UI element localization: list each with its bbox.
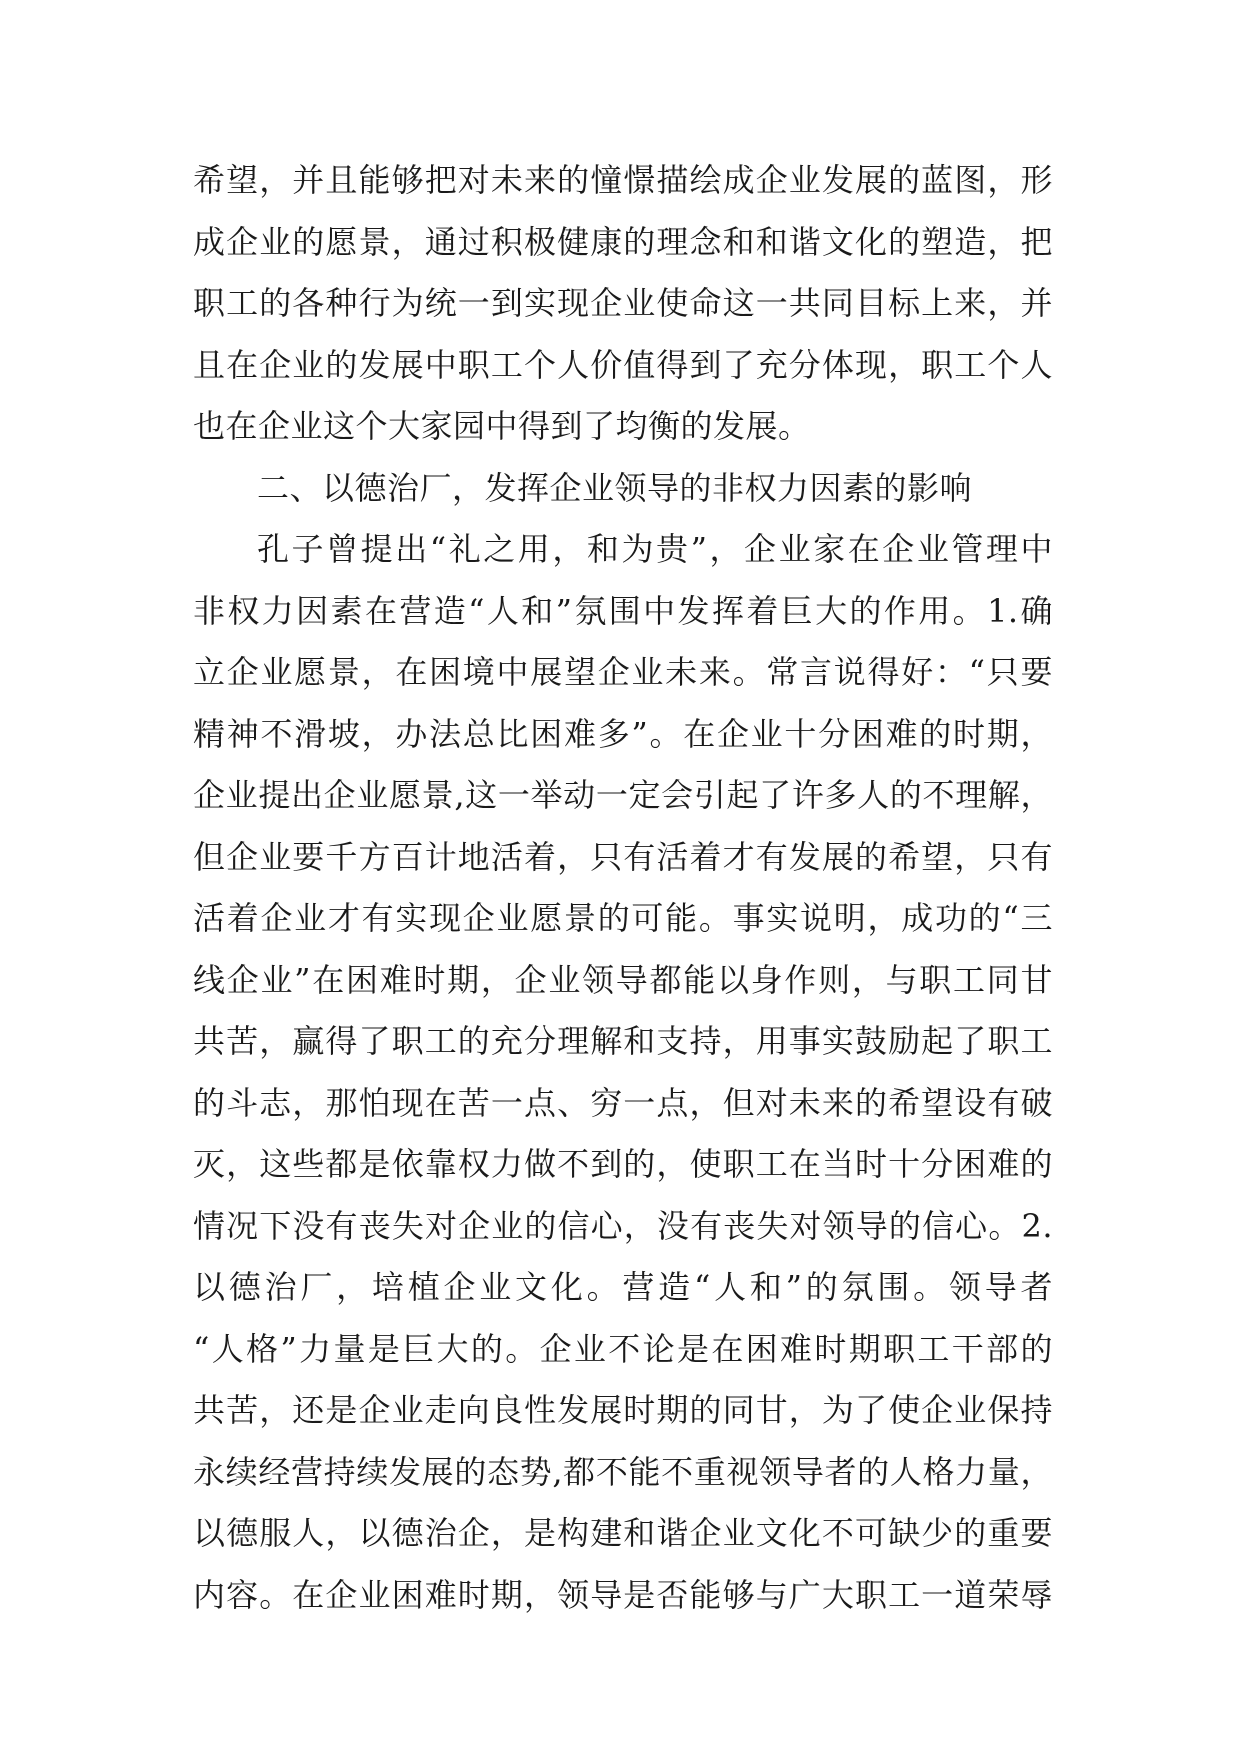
text-line: 职工的各种行为统一到实现企业使命这一共同目标上来，并 xyxy=(193,284,1053,322)
section-heading: 二、以德治厂，发挥企业领导的非权力因素的影响 xyxy=(257,468,973,507)
text-line: “人格”力量是巨大的。企业不论是在困难时期职工干部的 xyxy=(193,1329,1053,1368)
body-text xyxy=(193,150,1053,1626)
text-line: 灭，这些都是依靠权力做不到的，使职工在当时十分困难的 xyxy=(193,1145,1053,1183)
text-line: 永续经营持续发展的态势,都不能不重视领导者的人格力量， xyxy=(193,1452,1053,1491)
text-line: 成企业的愿景，通过积极健康的理念和和谐文化的塑造，把 xyxy=(193,222,1053,261)
text-line: 共苦，赢得了职工的充分理解和支持，用事实鼓励起了职工 xyxy=(193,1022,1053,1060)
text-line: 情况下没有丧失对企业的信心，没有丧失对领导的信心。2. xyxy=(193,1206,1053,1245)
text-line: 精神不滑坡，办法总比困难多”。在企业十分困难的时期， xyxy=(193,714,1053,753)
text-line: 以德治厂，培植企业文化。营造“人和”的氛围。领导者 xyxy=(193,1268,1053,1306)
text-line: 但企业要千方百计地活着，只有活着才有发展的希望，只有 xyxy=(193,837,1053,876)
text-line: 线企业”在困难时期，企业领导都能以身作则，与职工同甘 xyxy=(193,960,1053,999)
text-line: 也在企业这个大家园中得到了均衡的发展。 xyxy=(193,407,811,445)
text-line: 活着企业才有实现企业愿景的可能。事实说明，成功的“三 xyxy=(193,899,1053,937)
text-line: 以德服人，以德治企，是构建和谐企业文化不可缺少的重要 xyxy=(193,1514,1053,1552)
text-line: 共苦，还是企业走向良性发展时期的同甘，为了使企业保持 xyxy=(193,1391,1053,1429)
text-line: 企业提出企业愿景,这一举动一定会引起了许多人的不理解， xyxy=(193,776,1053,814)
text-line: 希望，并且能够把对未来的憧憬描绘成企业发展的蓝图，形 xyxy=(193,161,1053,199)
text-line: 非权力因素在营造“人和”氛围中发挥着巨大的作用。1.确 xyxy=(193,591,1053,630)
text-line: 且在企业的发展中职工个人价值得到了充分体现，职工个人 xyxy=(193,345,1053,384)
text-line: 内容。在企业困难时期，领导是否能够与广大职工一道荣辱 xyxy=(193,1575,1053,1614)
text-line: 立企业愿景，在困境中展望企业未来。常言说得好：“只要 xyxy=(193,653,1053,691)
text-line: 孔子曾提出“礼之用，和为贵”，企业家在企业管理中 xyxy=(257,530,1053,568)
text-line: 的斗志，那怕现在苦一点、穷一点，但对未来的希望设有破 xyxy=(193,1083,1053,1122)
